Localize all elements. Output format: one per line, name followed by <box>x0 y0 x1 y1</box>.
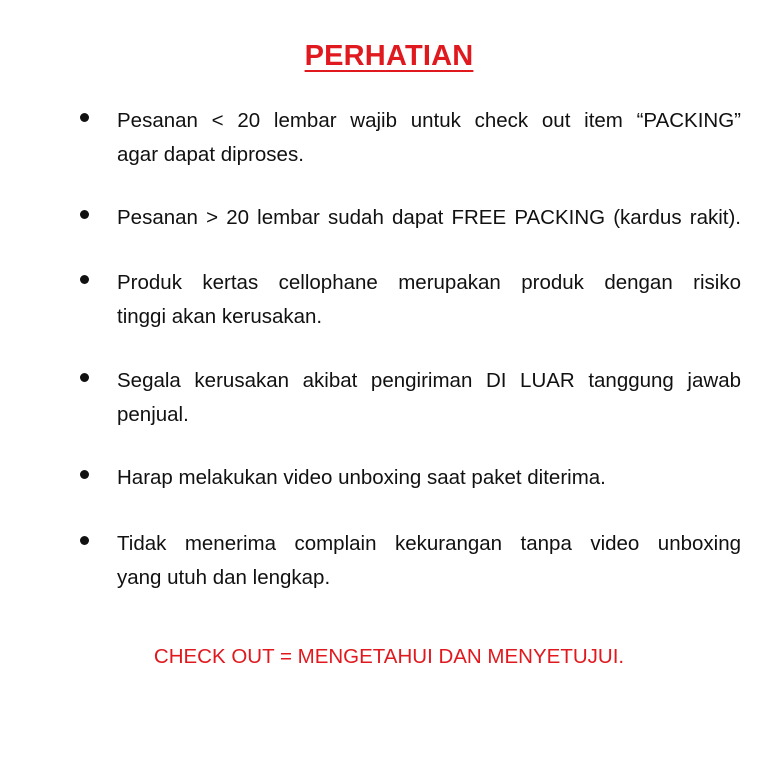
footer-note: CHECK OUT = MENGETAHUI DAN MENYETUJUI. <box>153 645 625 668</box>
list-item-line: tinggi akan kerusakan. <box>117 305 323 328</box>
list-item-line: yang utuh dan lengkap. <box>117 566 331 589</box>
list-item-line: Pesanan < 20 lembar wajib untuk check out item “PACKING” <box>117 109 741 132</box>
list-item-line: Produk kertas cellophane merupakan produk dengan risiko <box>117 271 741 294</box>
list-item-line: penjual. <box>117 403 189 426</box>
bullet-icon <box>80 373 89 382</box>
list-item-line: Segala kerusakan akibat pengiriman DI LUAR tanggung jawab <box>117 369 741 392</box>
bullet-icon <box>80 275 89 284</box>
page-title: PERHATIAN <box>304 40 474 72</box>
bullet-icon <box>80 470 89 479</box>
bullet-icon <box>80 210 89 219</box>
bullet-icon <box>80 113 89 122</box>
bullet-icon <box>80 536 89 545</box>
list-item-line: Harap melakukan video unboxing saat paket diterima. <box>117 466 606 489</box>
list-item-line: agar dapat diproses. <box>117 143 304 166</box>
list-item-line: Pesanan > 20 lembar sudah dapat FREE PACKING (kardus rakit). <box>117 206 741 229</box>
list-item-line: Tidak menerima complain kekurangan tanpa video unboxing <box>117 532 741 555</box>
